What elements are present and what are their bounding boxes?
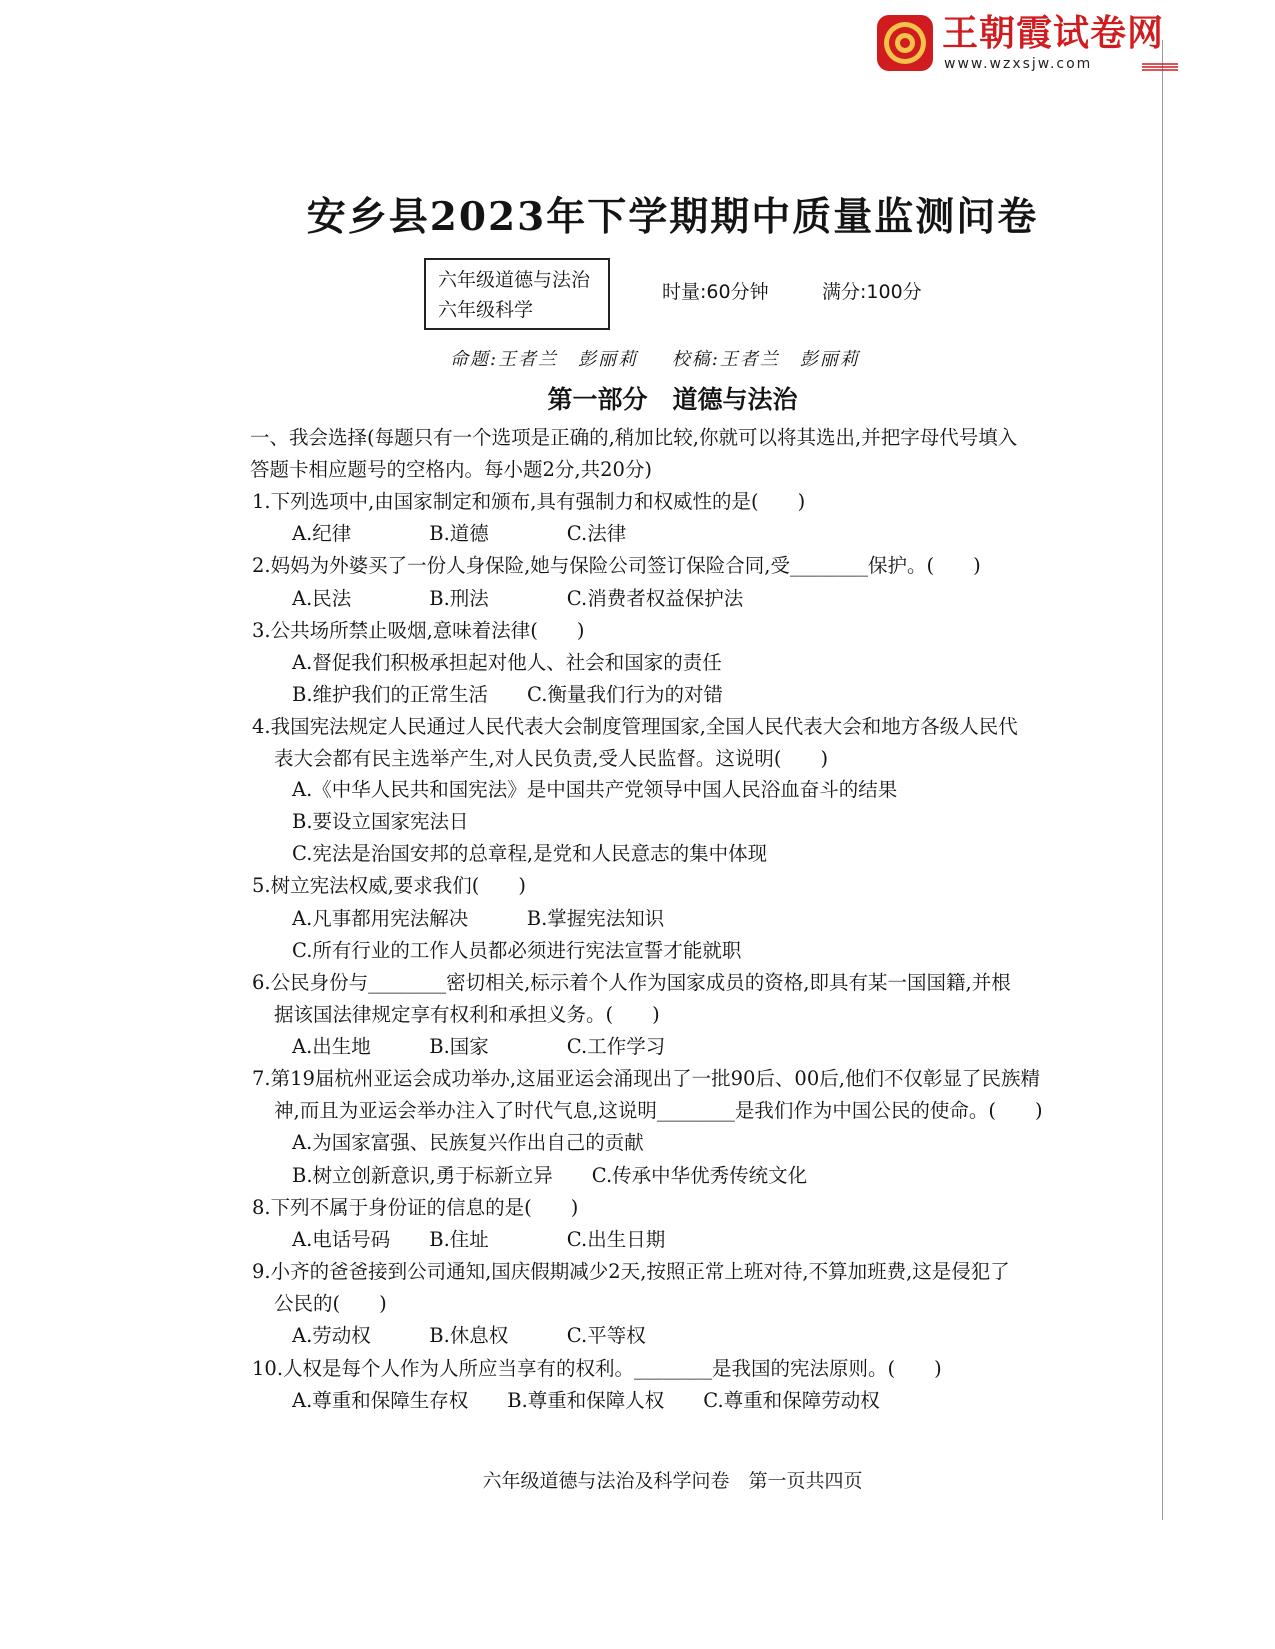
full-score: 满分:100分 <box>822 281 922 303</box>
question-line: 据该国法律规定享有权利和承担义务。( ) <box>274 1003 660 1026</box>
question-setter: 命题:王者兰 彭丽莉 <box>450 349 639 370</box>
question-line: 10.人权是每个人作为人所应当享有的权利。________是我国的宪法原则。( ) <box>252 1357 942 1380</box>
question-line: B.树立创新意识,勇于标新立异 C.传承中华优秀传统文化 <box>292 1164 808 1187</box>
question-line: 8.下列不属于身份证的信息的是( ) <box>252 1196 579 1219</box>
question-line: A.民法 B.刑法 C.消费者权益保护法 <box>292 587 744 610</box>
page-footer: 六年级道德与法治及科学问卷 第一页共四页 <box>482 1470 863 1492</box>
question-line: B.要设立国家宪法日 <box>292 810 469 833</box>
question-line: 4.我国宪法规定人民通过人民代表大会制度管理国家,全国人民代表大会和地方各级人民代 <box>252 715 1018 738</box>
question-line: A.劳动权 B.休息权 C.平等权 <box>292 1324 646 1347</box>
question-line: B.维护我们的正常生活 C.衡量我们行为的对错 <box>292 683 723 706</box>
logo-url: www.wzxsjw.com <box>944 56 1093 72</box>
question-line: A.电话号码 B.住址 C.出生日期 <box>292 1228 666 1251</box>
subject-line-1: 六年级道德与法治 <box>438 269 591 291</box>
question-line: A.为国家富强、民族复兴作出自己的贡献 <box>292 1131 644 1154</box>
question-line: 公民的( ) <box>274 1292 387 1315</box>
question-line: 9.小齐的爸爸接到公司通知,国庆假期减少2天,按照正常上班对待,不算加班费,这是侵犯了 <box>252 1260 1010 1283</box>
question-line: A.纪律 B.道德 C.法律 <box>292 522 627 545</box>
time-limit: 时量:60分钟 <box>662 281 769 303</box>
question-line: A.《中华人民共和国宪法》是中国共产党领导中国人民浴血奋斗的结果 <box>292 778 898 801</box>
proofreader: 校稿:王者兰 彭丽莉 <box>671 349 860 370</box>
question-line: 5.树立宪法权威,要求我们( ) <box>252 874 527 897</box>
question-line: 表大会都有民主选举产生,对人民负责,受人民监督。这说明( ) <box>274 747 829 770</box>
page-edge-line <box>1162 40 1163 1520</box>
logo-name: 王朝霞试卷网 <box>942 13 1165 54</box>
site-logo <box>876 12 1186 76</box>
question-line: 答题卡相应题号的空格内。每小题2分,共20分) <box>250 458 653 481</box>
question-line: 神,而且为亚运会举办注入了时代气息,这说明________是我们作为中国公民的使命。( ) <box>274 1099 1043 1122</box>
question-line: 7.第19届杭州亚运会成功举办,这届亚运会涌现出了一批90后、00后,他们不仅彰显了民族精 <box>252 1067 1040 1090</box>
question-line: 6.公民身份与________密切相关,标示着个人作为国家成员的资格,即具有某一国国籍,并根 <box>252 971 1011 994</box>
seal-icon <box>876 14 934 72</box>
question-line: C.宪法是治国安邦的总章程,是党和人民意志的集中体现 <box>292 842 768 865</box>
question-line: A.督促我们积极承担起对他人、社会和国家的责任 <box>292 651 722 674</box>
question-line: 一、我会选择(每题只有一个选项是正确的,稍加比较,你就可以将其选出,并把字母代号填入 <box>250 426 1018 449</box>
question-line: A.凡事都用宪法解决 B.掌握宪法知识 <box>292 907 665 930</box>
question-line: A.尊重和保障生存权 B.尊重和保障人权 C.尊重和保障劳动权 <box>292 1389 880 1412</box>
question-line: C.所有行业的工作人员都必须进行宪法宣誓才能就职 <box>292 939 742 962</box>
question-line: 2.妈妈为外婆买了一份人身保险,她与保险公司签订保险合同,受________保护。( ) <box>252 554 981 577</box>
exam-title: 安乡县2023年下学期期中质量监测问卷 <box>306 194 1039 240</box>
subject-box <box>424 258 610 330</box>
decor-lines-icon <box>1142 62 1178 72</box>
section-title: 第一部分 道德与法治 <box>547 385 798 414</box>
authors <box>450 345 886 371</box>
question-line: A.出生地 B.国家 C.工作学习 <box>292 1035 666 1058</box>
subject-line-2: 六年级科学 <box>438 299 534 321</box>
question-line: 3.公共场所禁止吸烟,意味着法律( ) <box>252 619 585 642</box>
question-line: 1.下列选项中,由国家制定和颁布,具有强制力和权威性的是( ) <box>252 490 806 513</box>
